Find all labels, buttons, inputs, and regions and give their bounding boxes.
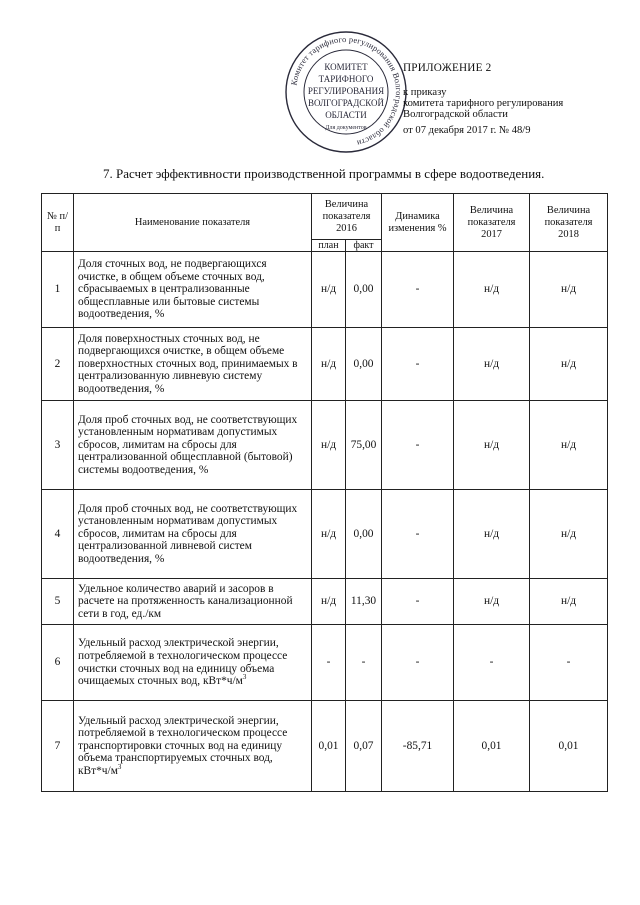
value-2017: 0,01 <box>454 701 530 792</box>
header-value-2018: Величина показателя 2018 <box>530 194 608 252</box>
indicator-name: Доля проб сточных вод, не соответствующих установленным нормативам допустимых сбросов, лимитам на сбросы для централизованной ливневой систем водоотведения, % <box>74 490 312 579</box>
row-num: 4 <box>42 490 74 579</box>
dynamics-value: - <box>382 252 454 328</box>
header-dynamics: Динамика изменения % <box>382 194 454 252</box>
fact-value: 0,07 <box>346 701 382 792</box>
indicator-name <box>74 625 312 701</box>
order-line-1: к приказу <box>403 87 447 98</box>
stamp-center-line-4: ВОЛГОГРАДСКОЙ <box>307 98 385 108</box>
dynamics-value: - <box>382 328 454 401</box>
value-2018: н/д <box>530 252 608 328</box>
row-num: 6 <box>42 625 74 701</box>
fact-value: 11,30 <box>346 579 382 625</box>
header-num: № п/п <box>42 194 74 252</box>
row-num: 5 <box>42 579 74 625</box>
unit-superscript: 3 <box>242 673 247 682</box>
stamp-center-line-3: РЕГУЛИРОВАНИЯ <box>307 86 385 96</box>
value-2018: н/д <box>530 579 608 625</box>
efficiency-table <box>41 193 608 792</box>
header-name: Наименование показателя <box>74 194 312 252</box>
dynamics-value: - <box>382 490 454 579</box>
value-2018: - <box>530 625 608 701</box>
indicator-name: Доля поверхностных сточных вод, не подвергающихся очистке, в общем объеме поверхностных сточных вод, принимаемых в централизованную ливневую систему водоотведения, % <box>74 328 312 401</box>
dynamics-value: - <box>382 401 454 490</box>
order-date: от 07 декабря 2017 г. № 48/9 <box>403 125 531 136</box>
header-plan: план <box>312 240 346 252</box>
official-stamp <box>284 30 408 154</box>
table-row <box>42 625 608 701</box>
fact-value: 0,00 <box>346 252 382 328</box>
table-row <box>42 490 608 579</box>
order-line-2: комитета тарифного регулирования <box>403 98 564 109</box>
value-2017: н/д <box>454 252 530 328</box>
stamp-bottom-text: Для документов <box>325 125 367 131</box>
table-row <box>42 328 608 401</box>
fact-value: 0,00 <box>346 490 382 579</box>
indicator-name: Доля сточных вод, не подвергающихся очистке, в общем объеме сточных вод, сбрасываемых в централизованные общесплавные или бытовые системы водоотведения, % <box>74 252 312 328</box>
value-2017: - <box>454 625 530 701</box>
value-2018: н/д <box>530 328 608 401</box>
row-num: 3 <box>42 401 74 490</box>
row-num: 2 <box>42 328 74 401</box>
value-2018: 0,01 <box>530 701 608 792</box>
row-num: 7 <box>42 701 74 792</box>
header-value-2016: Величина показателя 2016 <box>312 194 382 240</box>
header-fact: факт <box>346 240 382 252</box>
plan-value: н/д <box>312 579 346 625</box>
row-num: 1 <box>42 252 74 328</box>
plan-value: н/д <box>312 401 346 490</box>
indicator-name-text: Удельный расход электрической энергии, потребляемой в технологическом процессе очистки сточных вод на единицу объема очищаемых сточных вод, кВт*ч/м <box>78 637 288 688</box>
stamp-ring-text: Комитет тарифного регулирования Волгоградской области <box>289 34 404 148</box>
value-2018: н/д <box>530 401 608 490</box>
value-2017: н/д <box>454 401 530 490</box>
plan-value: н/д <box>312 328 346 401</box>
plan-value: - <box>312 625 346 701</box>
plan-value: н/д <box>312 490 346 579</box>
indicator-name-text: Удельный расход электрической энергии, потребляемой в технологическом процессе транспортировки сточных вод на единицу объема транспортируемых сточных вод, кВт*ч/м <box>78 714 288 777</box>
section-title: 7. Расчет эффективности производственной программы в сфере водоотведения. <box>103 166 545 181</box>
table-row <box>42 252 608 328</box>
unit-superscript: 3 <box>117 763 122 772</box>
plan-value: 0,01 <box>312 701 346 792</box>
fact-value: - <box>346 625 382 701</box>
value-2017: н/д <box>454 328 530 401</box>
stamp-center-line-5: ОБЛАСТИ <box>325 110 367 120</box>
dynamics-value: -85,71 <box>382 701 454 792</box>
indicator-name: Доля проб сточных вод, не соответствующих установленным нормативам допустимых сбросов, лимитам на сбросы для централизованной общесплавной (бытовой) системы водоотведения, % <box>74 401 312 490</box>
table-row <box>42 701 608 792</box>
table-row <box>42 579 608 625</box>
appendix-title: ПРИЛОЖЕНИЕ 2 <box>403 62 492 74</box>
stamp-center-line-1: КОМИТЕТ <box>324 62 368 72</box>
fact-value: 75,00 <box>346 401 382 490</box>
header-value-2017: Величина показателя 2017 <box>454 194 530 252</box>
dynamics-value: - <box>382 625 454 701</box>
stamp-center-line-2: ТАРИФНОГО <box>318 74 374 84</box>
value-2017: н/д <box>454 579 530 625</box>
value-2017: н/д <box>454 490 530 579</box>
indicator-name: Удельное количество аварий и засоров в расчете на протяженность канализационной сети в год, ед./км <box>74 579 312 625</box>
indicator-name <box>74 701 312 792</box>
plan-value: н/д <box>312 252 346 328</box>
value-2018: н/д <box>530 490 608 579</box>
dynamics-value: - <box>382 579 454 625</box>
fact-value: 0,00 <box>346 328 382 401</box>
order-line-3: Волгоградской области <box>403 109 508 120</box>
table-row <box>42 401 608 490</box>
